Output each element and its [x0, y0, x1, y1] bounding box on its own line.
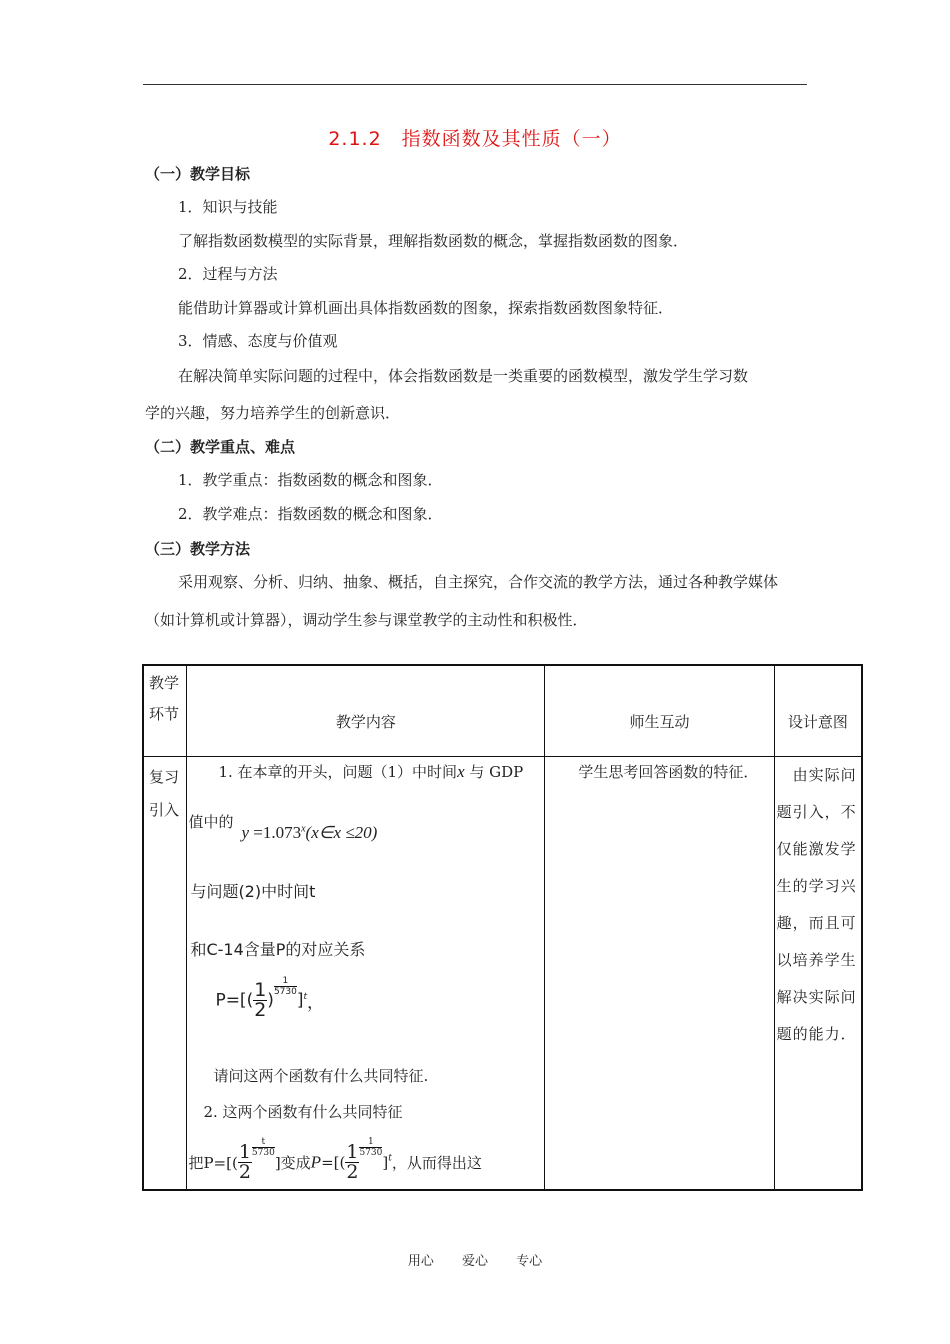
content-para-7-bracket: ] [382, 1153, 389, 1172]
content-para-2-text: 值中的 [188, 813, 234, 831]
content-para-6: 2. 这两个函数有什么共同特征 [203, 1103, 403, 1121]
row-content [187, 757, 545, 1191]
design-line: 题引入，不 [776, 803, 857, 821]
formula-carbon-num: 1 [254, 979, 267, 1001]
content-para-7-exp-num: t [252, 1137, 275, 1148]
methods-text-b: （如计算机或计算器），调动学生参与课堂教学的主动性和积极性． [145, 611, 588, 629]
formula-carbon-comma: ， [307, 993, 325, 1013]
formula-carbon-prefix: P=[( [215, 990, 254, 1011]
objective-knowledge-text: 了解指数函数模型的实际背景，理解指数函数的概念，掌握指数函数的图象． [178, 232, 689, 250]
section-heading-keypoints: （二）教学重点、难点 [145, 438, 296, 456]
header-interaction: 师生互动 [545, 665, 774, 757]
objective-process-text: 能借助计算器或计算机画出具体指数函数的图象，探索指数函数图象特征． [178, 299, 674, 317]
content-para-7-P: P [310, 1152, 322, 1172]
keypoint-focus: 1．教学重点：指数函数的概念和图象． [178, 471, 443, 489]
formula-gdp [241, 823, 377, 843]
content-para-7 [188, 1136, 482, 1183]
design-line: 以培养学生 [776, 951, 857, 969]
formula-carbon-fraction [253, 981, 267, 1020]
content-para-7-tail: ，从而得出这 [391, 1154, 482, 1172]
formula-carbon-exp-num: 1 [274, 976, 297, 987]
content-para-4: 和C-14含量P的对应关系 [190, 940, 366, 959]
formula-gdp-base: =1.073 [253, 823, 302, 842]
header-rule [143, 84, 807, 85]
formula-carbon-den: 2 [254, 999, 267, 1021]
objective-process-label: 2．过程与方法 [178, 265, 278, 283]
content-para-5: 请问这两个函数有什么共同特征. [213, 1067, 429, 1085]
content-para-1-tail: 与 GDP [469, 763, 524, 781]
design-line: 趣，而且可 [776, 914, 857, 932]
row-interaction [545, 757, 774, 1191]
objective-emotion-label: 3．情感、态度与价值观 [178, 332, 338, 350]
content-para-2 [188, 811, 233, 832]
table-header-row [143, 665, 862, 757]
page-title: 2.1.2 指数函数及其性质（一） [328, 128, 622, 150]
lesson-table [142, 664, 863, 1191]
content-para-7-exponent-2 [359, 1137, 382, 1158]
design-line: 仅能激发学 [776, 840, 857, 858]
interaction-text: 学生思考回答函数的特征． [578, 763, 759, 781]
content-para-7-prefix: 把P=[( [188, 1154, 238, 1172]
content-para-7-exp-den: 5730 [251, 1147, 275, 1158]
content-para-7-exp2-num: 1 [359, 1137, 382, 1148]
design-line: 由实际问 [792, 766, 857, 784]
design-line: 生的学习兴 [776, 877, 857, 895]
content-para-7-t: t [388, 1153, 392, 1164]
objective-emotion-text-a: 在解决简单实际问题的过程中，体会指数函数是一类重要的函数模型，激发学生学习数 [178, 367, 749, 385]
row-stage [143, 757, 187, 1191]
content-para-7-exponent [252, 1137, 275, 1158]
design-text [777, 757, 861, 1053]
keypoint-difficulty: 2．教学难点：指数函数的概念和图象． [178, 505, 443, 523]
formula-carbon [215, 975, 325, 1021]
row-stage-line2: 引入 [149, 801, 180, 819]
content-para-7-exp2-den: 5730 [359, 1147, 383, 1158]
section-heading-methods: （三）教学方法 [145, 540, 251, 558]
header-content: 教学内容 [187, 665, 545, 757]
content-para-7-mid: ]变成 [274, 1154, 311, 1172]
design-line: 解决实际问 [776, 988, 857, 1006]
section-heading-objectives: （一）教学目标 [145, 165, 251, 183]
row-design [774, 757, 862, 1191]
header-stage [143, 665, 187, 757]
content-para-1-text: 1. 在本章的开头，问题（1）中时间 [218, 763, 458, 781]
formula-gdp-exponent: x [301, 823, 306, 835]
methods-text-a: 采用观察、分析、归纳、抽象、概括，自主探究，合作交流的教学方法，通过各种教学媒体 [178, 573, 779, 591]
content-para-7-fraction: $\frac{1}{2}$ [238, 1141, 251, 1183]
objective-knowledge-label: 1．知识与技能 [178, 198, 278, 216]
content-para-7-eq: =[( [321, 1153, 346, 1172]
row-stage-line1: 复习 [149, 768, 180, 786]
objective-emotion-text-b: 学的兴趣，努力培养学生的创新意识． [145, 404, 401, 422]
formula-carbon-exp-den: 5730 [273, 986, 297, 997]
design-line: 题的能力． [776, 1025, 857, 1043]
header-stage-line2: 环节 [149, 705, 180, 723]
content-para-1 [218, 761, 523, 782]
content-para-7-fraction-2: $\frac{1}{2}$ [346, 1141, 359, 1183]
formula-carbon-bracket: ] [296, 990, 304, 1011]
formula-gdp-lhs: y [241, 823, 249, 842]
formula-carbon-exponent [274, 976, 297, 997]
content-para-3: 与问题(2)中时间t [190, 882, 316, 901]
formula-carbon-close: ) [267, 990, 274, 1011]
table-row [143, 757, 862, 1191]
page-footer: 用心 爱心 专心 [407, 1254, 543, 1269]
formula-carbon-t: t [303, 991, 308, 1002]
content-para-1-var: x [457, 762, 465, 781]
header-design: 设计意图 [774, 665, 862, 757]
header-stage-line1: 教学 [149, 674, 180, 692]
formula-gdp-domain: (x∈x ≤20) [305, 823, 378, 842]
